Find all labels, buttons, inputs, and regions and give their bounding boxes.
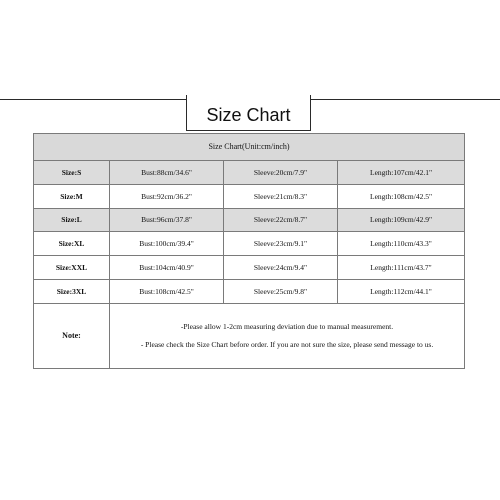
title-notch xyxy=(186,95,311,101)
size-cell: Size:M xyxy=(34,184,110,208)
sleeve-cell: Sleeve:20cm/7.9" xyxy=(224,160,338,184)
title-text: Size Chart xyxy=(206,104,291,125)
table-row xyxy=(34,256,465,280)
sleeve-cell: Sleeve:23cm/9.1" xyxy=(224,232,338,256)
length-cell: Length:108cm/42.5" xyxy=(338,184,465,208)
sleeve-cell: Sleeve:24cm/9.4" xyxy=(224,256,338,280)
length-cell: Length:111cm/43.7" xyxy=(338,256,465,280)
table-row xyxy=(34,160,465,184)
note-line: - Please check the Size Chart before order. If you are not sure the size, please send message to us. xyxy=(140,339,434,349)
title-rule-right xyxy=(311,99,500,100)
note-text xyxy=(110,303,465,368)
size-cell: Size:XL xyxy=(34,232,110,256)
note-label: Note: xyxy=(34,303,110,368)
note-line: -Please allow 1-2cm measuring deviation due to manual measurement. xyxy=(180,321,394,331)
size-cell: Size:S xyxy=(34,160,110,184)
note-row xyxy=(34,303,465,368)
table-row xyxy=(34,208,465,232)
bust-cell: Bust:108cm/42.5" xyxy=(110,279,224,303)
sleeve-cell: Sleeve:25cm/9.8" xyxy=(224,279,338,303)
table-row xyxy=(34,232,465,256)
table-row xyxy=(34,279,465,303)
size-table xyxy=(33,133,465,369)
table-header: Size Chart(Unit:cm/inch) xyxy=(34,134,465,161)
bust-cell: Bust:100cm/39.4" xyxy=(110,232,224,256)
length-cell: Length:109cm/42.9" xyxy=(338,208,465,232)
bust-cell: Bust:104cm/40.9" xyxy=(110,256,224,280)
size-cell: Size:XXL xyxy=(34,256,110,280)
bust-cell: Bust:96cm/37.8" xyxy=(110,208,224,232)
size-chart-title xyxy=(186,100,311,131)
length-cell: Length:112cm/44.1" xyxy=(338,279,465,303)
sleeve-cell: Sleeve:22cm/8.7" xyxy=(224,208,338,232)
size-cell: Size:3XL xyxy=(34,279,110,303)
size-cell: Size:L xyxy=(34,208,110,232)
length-cell: Length:107cm/42.1" xyxy=(338,160,465,184)
bust-cell: Bust:88cm/34.6" xyxy=(110,160,224,184)
length-cell: Length:110cm/43.3" xyxy=(338,232,465,256)
table-row xyxy=(34,184,465,208)
table-header-row xyxy=(34,134,465,161)
bust-cell: Bust:92cm/36.2" xyxy=(110,184,224,208)
title-rule-left xyxy=(0,99,187,100)
sleeve-cell: Sleeve:21cm/8.3" xyxy=(224,184,338,208)
